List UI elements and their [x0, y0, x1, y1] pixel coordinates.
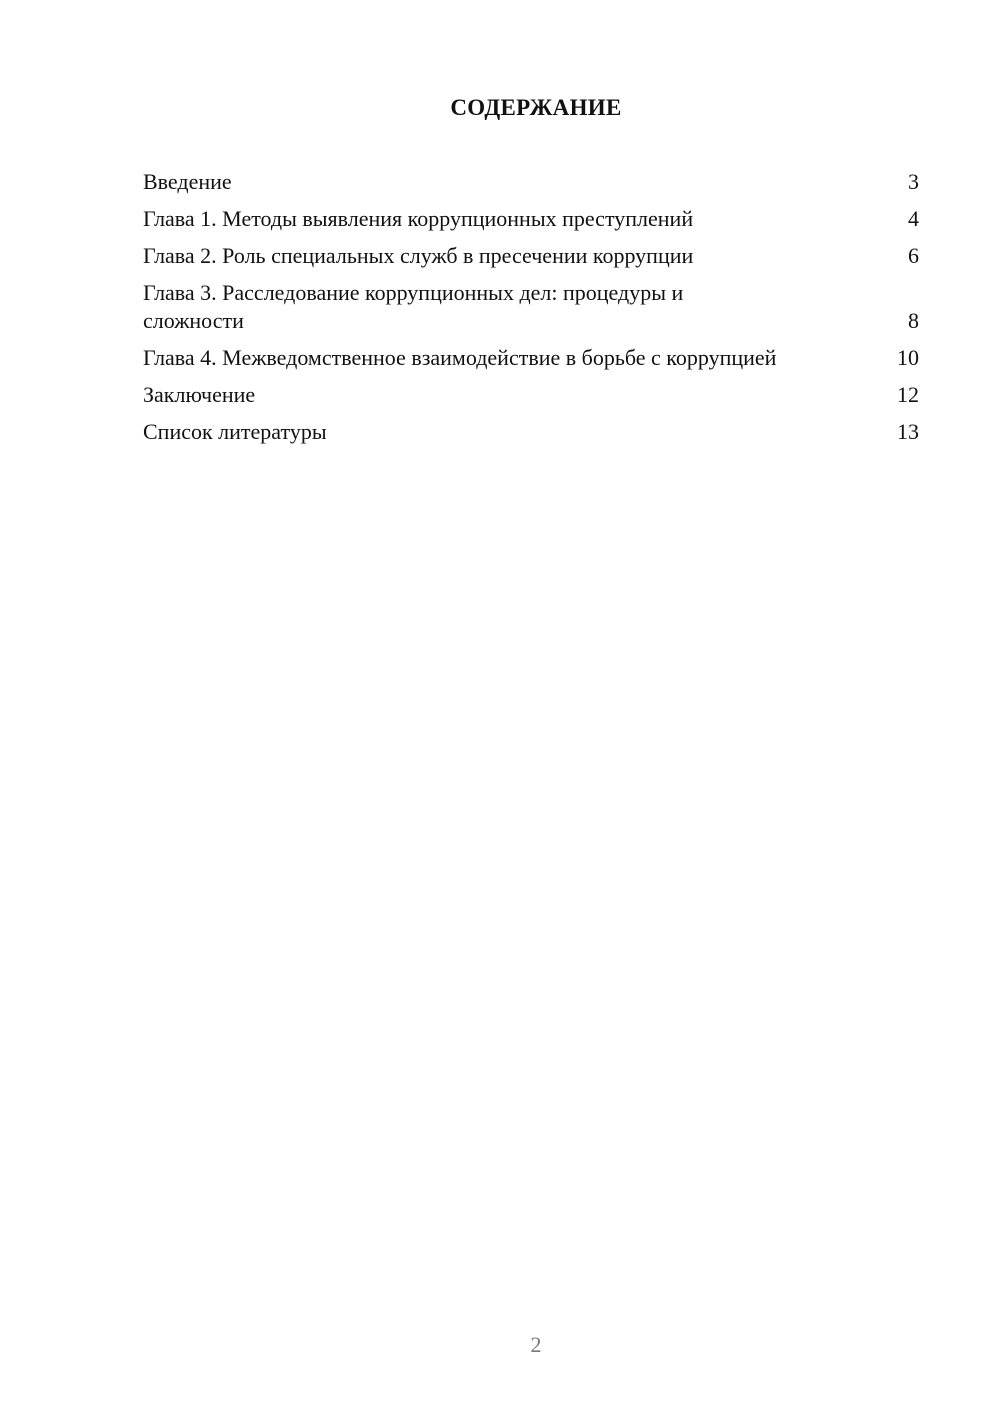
toc-entry-label: Глава 2. Роль специальных служб в пресечении коррупции	[143, 243, 694, 268]
toc-entry-page: 4	[908, 206, 919, 231]
table-of-contents	[143, 168, 919, 455]
toc-entry-page: 6	[908, 243, 919, 268]
toc-entry-label: Глава 3. Расследование коррупционных дел: процедуры и сложности	[143, 280, 684, 333]
toc-entry	[143, 344, 919, 372]
toc-entry-label: Глава 1. Методы выявления коррупционных преступлений	[143, 206, 694, 231]
toc-entry-label: Введение	[143, 169, 232, 194]
toc-entry-label: Заключение	[143, 382, 256, 407]
toc-entry-page: 13	[897, 419, 919, 444]
toc-entry	[143, 381, 919, 409]
toc-entry	[143, 205, 919, 233]
toc-entry-page: 8	[908, 308, 919, 333]
toc-entry-page: 3	[908, 169, 919, 194]
toc-entry-label: Глава 4. Межведомственное взаимодействие в борьбе с коррупцией	[143, 345, 777, 370]
toc-entry	[143, 418, 919, 446]
toc-entry-page: 12	[897, 382, 919, 407]
toc-entry	[143, 168, 919, 196]
page-number: 2	[530, 1332, 542, 1357]
toc-entry	[143, 279, 919, 335]
toc-entry-label: Список литературы	[143, 419, 327, 444]
toc-entry	[143, 242, 919, 270]
toc-entry-page: 10	[897, 345, 919, 370]
page-title: СОДЕРЖАНИЕ	[450, 95, 622, 120]
